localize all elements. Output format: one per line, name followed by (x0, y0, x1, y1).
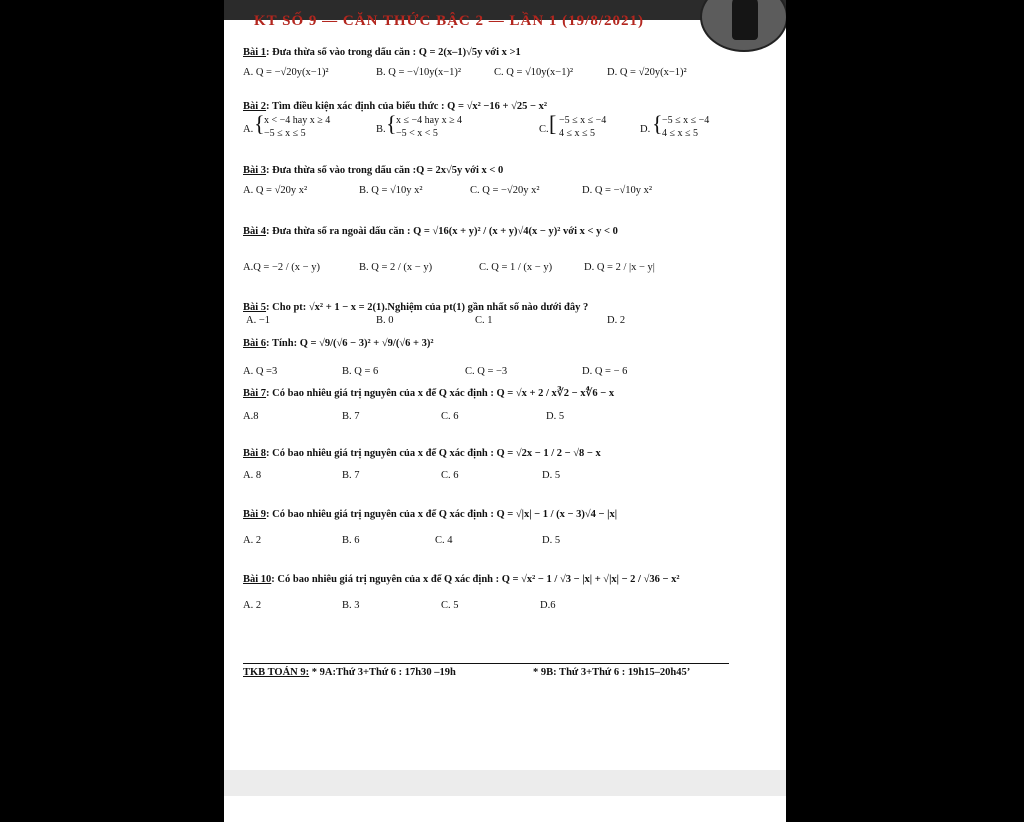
gray-strip (224, 770, 786, 796)
problem-5-option-d: D. 2 (607, 315, 626, 326)
problem-2-option-d: D. (640, 124, 651, 135)
problem-9 (243, 509, 617, 521)
problem-3 (243, 165, 503, 177)
problem-8-option-a: A. 8 (243, 470, 262, 481)
problem-3-title: Bài 3 (243, 165, 267, 176)
problem-4-option-a: A.Q = −2 / (x − y) (243, 262, 320, 273)
problem-6-option-c: C. Q = −3 (465, 366, 508, 377)
problem-6-option-b: B. Q = 6 (342, 366, 379, 377)
problem-7-option-c: C. 6 (441, 411, 459, 422)
problem-3-question: : Đưa thừa số vào trong dấu căn :Q = 2x√5y với x < 0 (266, 165, 504, 176)
problem-7-question: : Có bao nhiêu giá trị nguyên của x để Q xác định : Q = √x + 2 / x∛2 − x∜6 − x (266, 388, 615, 399)
problem-10-option-a: A. 2 (243, 600, 262, 611)
document-page: KT SỐ 9 — CĂN THỨC BẬC 2 — LẦN 1 (19/8/2021) Bài 1: Đưa thừa số vào trong dấu căn : Q = 2(x–1)√5y với x >1 A. Q = −√20y(x−1)² B. Q = −√10y(x−1)² C. Q = √10y(x−1)² D. Q = √20y(x−1)² Bài 2: Tìm điều kiện xác định của biểu thức : Q = √x² −16 + √25 − x² A. { x < −4 hay x ≥ 4 −5 ≤ x ≤ 5 B. { x ≤ −4 hay x ≥ 4 −5 < x < 5 C. [ −5 ≤ x ≤ −4 4 ≤ x ≤ 5 D. { −5 ≤ x ≤ −4 4 ≤ x ≤ 5 Bài 3: Đưa thừa số vào trong dấu căn :Q = 2x√5y với x < 0 A. Q = √20y x² B. Q = √10y x² C. Q = −√20y x² D. Q = −√10y x² Bài 4: Đưa thừa số ra ngoài dấu căn : Q = √16(x + y)² / (x + y)√4(x − y)² với x < y < 0 A.Q = −2 / (x − y) B. Q = 2 / (x − y) C. Q = 1 / (x − y) D. Q = 2 / |x − y| Bài 5: Cho pt: √x² + 1 − x = 2(1).Nghiệm của pt(1) gần nhất số nào dưới đây ? A. −1 B. 0 C. 1 D. 2 Bài 6: Tính: Q = √9/(√6 − 3)² + √9/(√6 + 3)² A. Q =3 B. Q = 6 C. Q = −3 D. Q = − 6 Bài 7: Có bao nhiêu giá trị nguyên của x để Q xác định : Q = √x + 2 / x∛2 − x∜6 − x A.8 B. 7 C. 6 D. 5 Bài 8: Có bao nhiêu giá trị nguyên của x để Q xác định : Q = √2x − 1 / 2 − √8 − x A. 8 B. 7 C. 6 D. 5 Bài 9: Có bao nhiêu giá trị nguyên của x để Q xác định : Q = √|x| − 1 / (x − 3)√4 − |x| A. 2 B. 6 C. 4 D. 5 Bài 10: Có bao nhiêu giá trị nguyên của x để Q xác định : Q = √x² − 1 / √3 − |x| + √|x| − 2 / √36 − x² A. 2 B. 3 C. 5 D.6 TKB TOÁN 9: * 9A:Thứ 3+Thứ 6 : 17h30 –19h * 9B: Thứ 3+Thứ 6 : 19h15–20h45’ (224, 0, 786, 822)
problem-3-option-a: A. Q = √20y x² (243, 185, 308, 196)
problem-2-system-c: −5 ≤ x ≤ −4 4 ≤ x ≤ 5 (559, 115, 607, 139)
problem-6-title: Bài 6 (243, 338, 267, 349)
problem-1-question: : Đưa thừa số vào trong dấu căn : Q = 2(x–1)√5y với x >1 (266, 47, 521, 58)
problem-2-system-a: x < −4 hay x ≥ 4 −5 ≤ x ≤ 5 (264, 115, 331, 139)
problem-1-option-b: B. Q = −√10y(x−1)² (376, 67, 462, 78)
problem-4-question: : Đưa thừa số ra ngoài dấu căn : Q = √16(x + y)² / (x + y)√4(x − y)² với x < y < 0 (266, 226, 618, 237)
problem-8-option-b: B. 7 (342, 470, 360, 481)
problem-10 (243, 574, 680, 586)
problem-7-option-a: A.8 (243, 411, 259, 422)
problem-1-option-d: D. Q = √20y(x−1)² (607, 67, 687, 78)
problem-5-option-b: B. 0 (376, 315, 394, 326)
problem-3-option-d: D. Q = −√10y x² (582, 185, 653, 196)
problem-2-option-b: B. (376, 124, 386, 135)
problem-1-title: Bài 1 (243, 47, 267, 58)
problem-5-question: : Cho pt: √x² + 1 − x = 2(1).Nghiệm của pt(1) gần nhất số nào dưới đây ? (266, 302, 589, 313)
problem-9-title: Bài 9 (243, 509, 267, 520)
problem-4-option-b: B. Q = 2 / (x − y) (359, 262, 433, 273)
problem-8-question: : Có bao nhiêu giá trị nguyên của x để Q xác định : Q = √2x − 1 / 2 − √8 − x (266, 448, 601, 459)
problem-7 (243, 388, 614, 400)
problem-6-option-a: A. Q =3 (243, 366, 278, 377)
problem-7-title: Bài 7 (243, 388, 267, 399)
bottom-strip (224, 796, 786, 822)
problem-10-question: : Có bao nhiêu giá trị nguyên của x để Q xác định : Q = √x² − 1 / √3 − |x| + √|x| − 2 / √36 − x² (271, 574, 680, 585)
problem-4-title: Bài 4 (243, 226, 267, 237)
problem-3-option-b: B. Q = √10y x² (359, 185, 423, 196)
problem-4 (243, 226, 618, 238)
problem-2-system-b: x ≤ −4 hay x ≥ 4 −5 < x < 5 (396, 115, 463, 139)
problem-10-option-d: D.6 (540, 600, 556, 611)
problem-2-question: : Tìm điều kiện xác định của biểu thức : Q = √x² −16 + √25 − x² (266, 101, 547, 112)
problem-2-system-d: −5 ≤ x ≤ −4 4 ≤ x ≤ 5 (662, 115, 710, 139)
problem-3-option-c: C. Q = −√20y x² (470, 185, 540, 196)
problem-10-option-c: C. 5 (441, 600, 459, 611)
problem-8 (243, 448, 601, 460)
problem-6-option-d: D. Q = − 6 (582, 366, 628, 377)
problem-8-option-c: C. 6 (441, 470, 459, 481)
problem-5-title: Bài 5 (243, 302, 267, 313)
problem-9-question: : Có bao nhiêu giá trị nguyên của x để Q xác định : Q = √|x| − 1 / (x − 3)√4 − |x| (266, 509, 618, 520)
problem-9-option-d: D. 5 (542, 535, 561, 546)
problem-2-option-a: A. (243, 124, 254, 135)
footer-rule (243, 663, 729, 664)
problem-5-option-a: A. −1 (246, 315, 271, 326)
problem-2-option-c: C. (539, 124, 549, 135)
problem-9-option-a: A. 2 (243, 535, 262, 546)
problem-6-question: : Tính: Q = √9/(√6 − 3)² + √9/(√6 + 3)² (266, 338, 434, 349)
cut-off-title: KT SỐ 9 — CĂN THỨC BẬC 2 — LẦN 1 (19/8/2021) (254, 13, 644, 29)
problem-5 (243, 302, 588, 314)
problem-8-title: Bài 8 (243, 448, 267, 459)
problem-10-title: Bài 10 (243, 574, 272, 585)
problem-1-option-a: A. Q = −√20y(x−1)² (243, 67, 329, 78)
problem-6 (243, 338, 433, 350)
problem-4-option-d: D. Q = 2 / |x − y| (584, 262, 655, 273)
problem-1 (243, 47, 521, 59)
problem-7-option-b: B. 7 (342, 411, 360, 422)
footer-schedule-9b: * 9B: Thứ 3+Thứ 6 : 19h15–20h45’ (533, 667, 691, 678)
problem-1-option-c: C. Q = √10y(x−1)² (494, 67, 574, 78)
footer-left-text: * 9A:Thứ 3+Thứ 6 : 17h30 –19h (309, 667, 456, 678)
problem-9-option-b: B. 6 (342, 535, 360, 546)
problem-5-option-c: C. 1 (475, 315, 493, 326)
problem-10-option-b: B. 3 (342, 600, 360, 611)
problem-8-option-d: D. 5 (542, 470, 561, 481)
footer-schedule-9a (243, 667, 456, 679)
problem-2-title: Bài 2 (243, 101, 267, 112)
footer-label: TKB TOÁN 9: (243, 667, 310, 678)
problem-4-option-c: C. Q = 1 / (x − y) (479, 262, 553, 273)
avatar (700, 0, 786, 52)
problem-7-option-d: D. 5 (546, 411, 565, 422)
problem-9-option-c: C. 4 (435, 535, 453, 546)
